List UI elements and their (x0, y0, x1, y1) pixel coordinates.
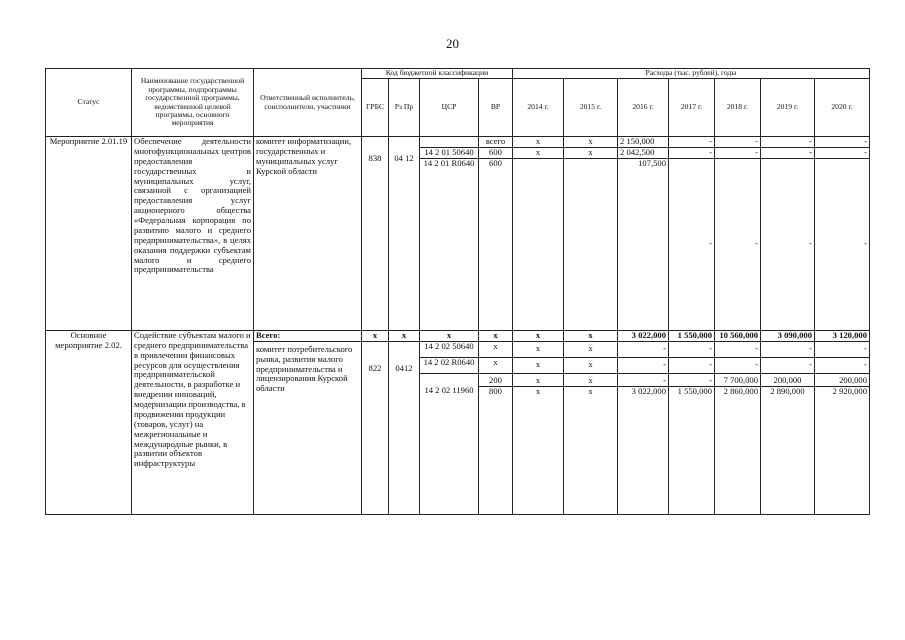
cell-2017: - (669, 137, 715, 148)
total-2015: х (564, 330, 618, 341)
cell-csr: 14 2 02 50640 (420, 341, 479, 357)
total-2016: 3 022,000 (618, 330, 669, 341)
total-vr: х (479, 330, 513, 341)
cell-2020: - (815, 341, 870, 357)
cell-vr: х (479, 341, 513, 357)
cell-2018: - (715, 158, 761, 330)
cell-2018: 2 860,000 (715, 386, 761, 514)
block2-executor: комитет потребительского рынка, развития малого предпринимательства и лицензирования Курской области (254, 341, 362, 514)
cell-2015: х (564, 357, 618, 373)
cell-2020: 2 920,000 (815, 386, 870, 514)
block2-rzpr: 0412 (389, 341, 420, 514)
cell-2020: 200,000 (815, 373, 870, 386)
cell-2018: 7 700,000 (715, 373, 761, 386)
cell-vr: 600 (479, 158, 513, 330)
header-2016: 2016 г. (618, 79, 669, 137)
cell-2019: - (761, 357, 815, 373)
total-2017: 1 550,000 (669, 330, 715, 341)
cell-2020: - (815, 357, 870, 373)
cell-2018: - (715, 341, 761, 357)
table-row (46, 137, 870, 148)
total-rzpr: х (389, 330, 420, 341)
cell-2016: 2 150,000 (618, 137, 669, 148)
cell-csr: 14 2 01 50640 (420, 147, 479, 158)
cell-2019: 200,000 (761, 373, 815, 386)
cell-2015: х (564, 386, 618, 514)
cell-2016: 3 022,000 (618, 386, 669, 514)
block2-grbs: 822 (362, 341, 389, 514)
cell-2016: - (618, 373, 669, 386)
cell-2019: - (761, 147, 815, 158)
cell-2014: х (513, 357, 564, 373)
cell-2019: - (761, 158, 815, 330)
cell-2014: х (513, 373, 564, 386)
header-budget-code: Код бюджетной классификации (362, 69, 513, 79)
cell-2015 (564, 158, 618, 330)
cell-csr: 14 2 02 11960 (420, 373, 479, 514)
cell-csr: 14 2 02 R0640 (420, 357, 479, 373)
header-rzpr: Рз Пр (389, 79, 420, 137)
block1-name: Обеспечение деятельности многофункциональных центров предоставления государственных и муниципальных услуг, связанной с организацией предоставления услуг акционерного общества «Федеральная корпорация по развитию малого и среднего предпринимательства», в целях оказания поддержки субъектам малого и среднего предпринимательства (132, 137, 254, 331)
total-2018: 10 560,000 (715, 330, 761, 341)
cell-2018: - (715, 357, 761, 373)
cell-2016: - (618, 341, 669, 357)
block1-grbs: 838 (362, 137, 389, 331)
cell-2019: 2 890,000 (761, 386, 815, 514)
header-2015: 2015 г. (564, 79, 618, 137)
cell-vr: 200 (479, 373, 513, 386)
page-number: 20 (446, 36, 459, 51)
cell-2015: х (564, 137, 618, 148)
cell-2020: - (815, 147, 870, 158)
cell-2018: - (715, 147, 761, 158)
total-2019: 3 090,000 (761, 330, 815, 341)
total-grbs: х (362, 330, 389, 341)
cell-vr: 600 (479, 147, 513, 158)
cell-2020: - (815, 137, 870, 148)
header-grbs: ГРБС (362, 79, 389, 137)
table-row (46, 330, 870, 341)
total-2020: 3 120,000 (815, 330, 870, 341)
cell-2017: - (669, 147, 715, 158)
total-2014: х (513, 330, 564, 341)
cell-2017: - (669, 357, 715, 373)
block1-rzpr: 04 12 (389, 137, 420, 331)
header-vr: ВР (479, 79, 513, 137)
cell-2019: - (761, 341, 815, 357)
block2-status: Основное мероприятие 2.02. (46, 330, 132, 514)
cell-2018: - (715, 137, 761, 148)
header-name: Наименование государственной программы, подпрограммы государственной программы, ведомственной целевой программы, основного мероприятия (132, 69, 254, 137)
cell-2019: - (761, 137, 815, 148)
cell-2017: - (669, 158, 715, 330)
cell-2016: - (618, 357, 669, 373)
cell-2017: - (669, 341, 715, 357)
cell-2015: х (564, 147, 618, 158)
block1-status: Мероприятие 2.01.19 (46, 137, 132, 331)
header-2017: 2017 г. (669, 79, 715, 137)
cell-csr: 14 2 01 R0640 (420, 158, 479, 330)
cell-2014 (513, 158, 564, 330)
cell-2014: х (513, 386, 564, 514)
cell-2014: х (513, 147, 564, 158)
total-csr: х (420, 330, 479, 341)
header-2020: 2020 г. (815, 79, 870, 137)
block1-executor: комитет информатизации, государственных и муниципальных услуг Курской области (254, 137, 362, 331)
cell-2016: 2 042,500 (618, 147, 669, 158)
header-row-1 (46, 69, 870, 79)
header-expenses: Расходы (тыс. рублей), годы (513, 69, 870, 79)
cell-2015: х (564, 341, 618, 357)
cell-2017: - (669, 373, 715, 386)
cell-csr (420, 137, 479, 148)
header-2018: 2018 г. (715, 79, 761, 137)
cell-2014: х (513, 341, 564, 357)
cell-2020: - (815, 158, 870, 330)
header-executor: Ответственный исполнитель, соисполнители, участники (254, 69, 362, 137)
cell-vr: всего (479, 137, 513, 148)
header-status: Статус (46, 69, 132, 137)
block2-total-label: Всего: (254, 330, 362, 341)
cell-vr: 800 (479, 386, 513, 514)
header-2014: 2014 г. (513, 79, 564, 137)
cell-2015: х (564, 373, 618, 386)
cell-2014: х (513, 137, 564, 148)
cell-2017: 1 550,000 (669, 386, 715, 514)
header-csr: ЦСР (420, 79, 479, 137)
cell-2016: 107,500 (618, 158, 669, 330)
header-2019: 2019 г. (761, 79, 815, 137)
budget-table (45, 68, 870, 515)
cell-vr: х (479, 357, 513, 373)
block2-name: Содействие субъектам малого и среднего предпринимательства в привлечении финансовых ресурсов для осуществления предпринимательской деятельности, в разработке и внедрении инноваций, модернизации производства, в продвижении продукции (товаров, услуг) на межрегиональные и международные рынки, в развитии объектов инфраструктуры (132, 330, 254, 514)
